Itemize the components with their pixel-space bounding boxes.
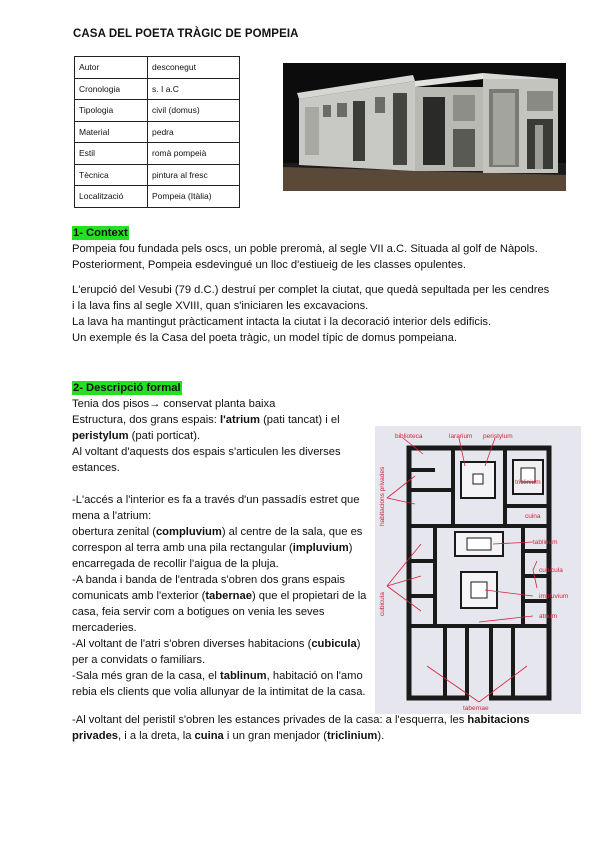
paragraph: -Al voltant del peristil s'obren les estances privades de la casa: a l'esquerra, les habitacions privades, i a la dreta, la cuina i un gran menjador (triclinium). [72, 714, 530, 742]
info-value: romà pompeià [148, 143, 240, 165]
info-label: Cronologia [75, 78, 148, 100]
plan-label-atrium: atrium [539, 613, 558, 620]
paragraph: -A banda i banda de l'entrada s'obren dos grans espais comunicats amb l'exterior (tabernae) que el propietari de la casa, feia servir com a botigues on venia les seves mercaderies. [72, 574, 367, 634]
section1-heading: 1- Context [73, 227, 128, 239]
paragraph: Al voltant d'aquests dos espais s'articulen les diverses estances. [72, 446, 341, 474]
plan-label-peristylum: peristylum [483, 433, 513, 440]
paragraph: Posteriorment, Pompeia esdevingué un lloc d'estiueig de les classes opulentes. [72, 259, 466, 271]
paragraph: -Sala més gran de la casa, el tablinum, habitació on l'amo rebia els clients que volia allunyar de la intimitat de la casa. [72, 670, 366, 698]
plan-label-cubicula-right: cubicula [539, 567, 563, 574]
paragraph: Un exemple és la Casa del poeta tràgic, un model típic de domus pompeiana. [72, 332, 457, 344]
plan-label-tabernae: tabernae [463, 705, 489, 712]
info-table [74, 56, 240, 208]
info-label: Estil [75, 143, 148, 165]
floor-plan [375, 426, 581, 714]
info-value: pedra [148, 121, 240, 143]
plan-label-habitacions: habitacions privades [379, 466, 386, 526]
info-label: Tipologia [75, 100, 148, 122]
info-label: Autor [75, 57, 148, 79]
paragraph: La lava ha mantingut pràcticament intacta la ciutat i la decoració interior dels edificis. [72, 316, 492, 328]
plan-label-cuina: cuina [525, 513, 541, 520]
info-row [75, 121, 240, 143]
info-row [75, 164, 240, 186]
info-value: Pompeia (Itàlia) [148, 186, 240, 208]
info-value: civil (domus) [148, 100, 240, 122]
info-value: desconegut [148, 57, 240, 79]
info-label: Tècnica [75, 164, 148, 186]
plan-label-triclinium: triclinium [515, 479, 541, 486]
plan-label-biblioteca: biblioteca [395, 433, 423, 440]
paragraph: obertura zenital (compluvium) al centre de la sala, que es correspon al terra amb una pila rectangular (impluvium) encarregada de recollir l'aigua de la pluja. [72, 526, 363, 570]
plan-label-tablinum: tablinum [533, 539, 558, 546]
paragraph: Tenia dos pisos→ conservat planta baixa [72, 398, 276, 410]
info-label: Localització [75, 186, 148, 208]
section1-body [72, 241, 552, 346]
section2-body [72, 396, 372, 700]
info-row [75, 100, 240, 122]
paragraph: Pompeia fou fundada pels oscs, un poble preromà, al segle VII a.C. Situada al golf de Nàpols. [72, 243, 538, 255]
page-title: CASA DEL POETA TRÀGIC DE POMPEIA [73, 28, 299, 40]
info-row [75, 143, 240, 165]
info-value: pintura al fresc [148, 164, 240, 186]
info-row [75, 186, 240, 208]
section2-body-continued [72, 712, 562, 744]
paragraph: -L'accés a l'interior es fa a través d'un passadís estret que mena a l'atrium: [72, 494, 360, 522]
info-value: s. I a.C [148, 78, 240, 100]
paragraph: L'erupció del Vesubi (79 d.C.) destruí per complet la ciutat, que quedà sepultada per les cendres i la lava fins al segle XVIII, quan s'iniciaren les excavacions. [72, 284, 550, 312]
section2-heading: 2- Descripció formal [73, 382, 181, 394]
info-row [75, 78, 240, 100]
paragraph: -Al voltant de l'atri s'obren diverses habitacions (cubicula) per a convidats o familiars. [72, 638, 361, 666]
plan-label-lararium: lararium [449, 433, 473, 440]
paragraph: Estructura, dos grans espais: l'atrium (pati tancat) i el peristylum (pati porticat). [72, 414, 340, 442]
house-model-photo [283, 63, 566, 191]
plan-label-impluvium: impluvium [539, 593, 569, 600]
plan-label-cubicula-left: cubicula [379, 592, 386, 616]
info-row [75, 57, 240, 79]
info-label: Material [75, 121, 148, 143]
